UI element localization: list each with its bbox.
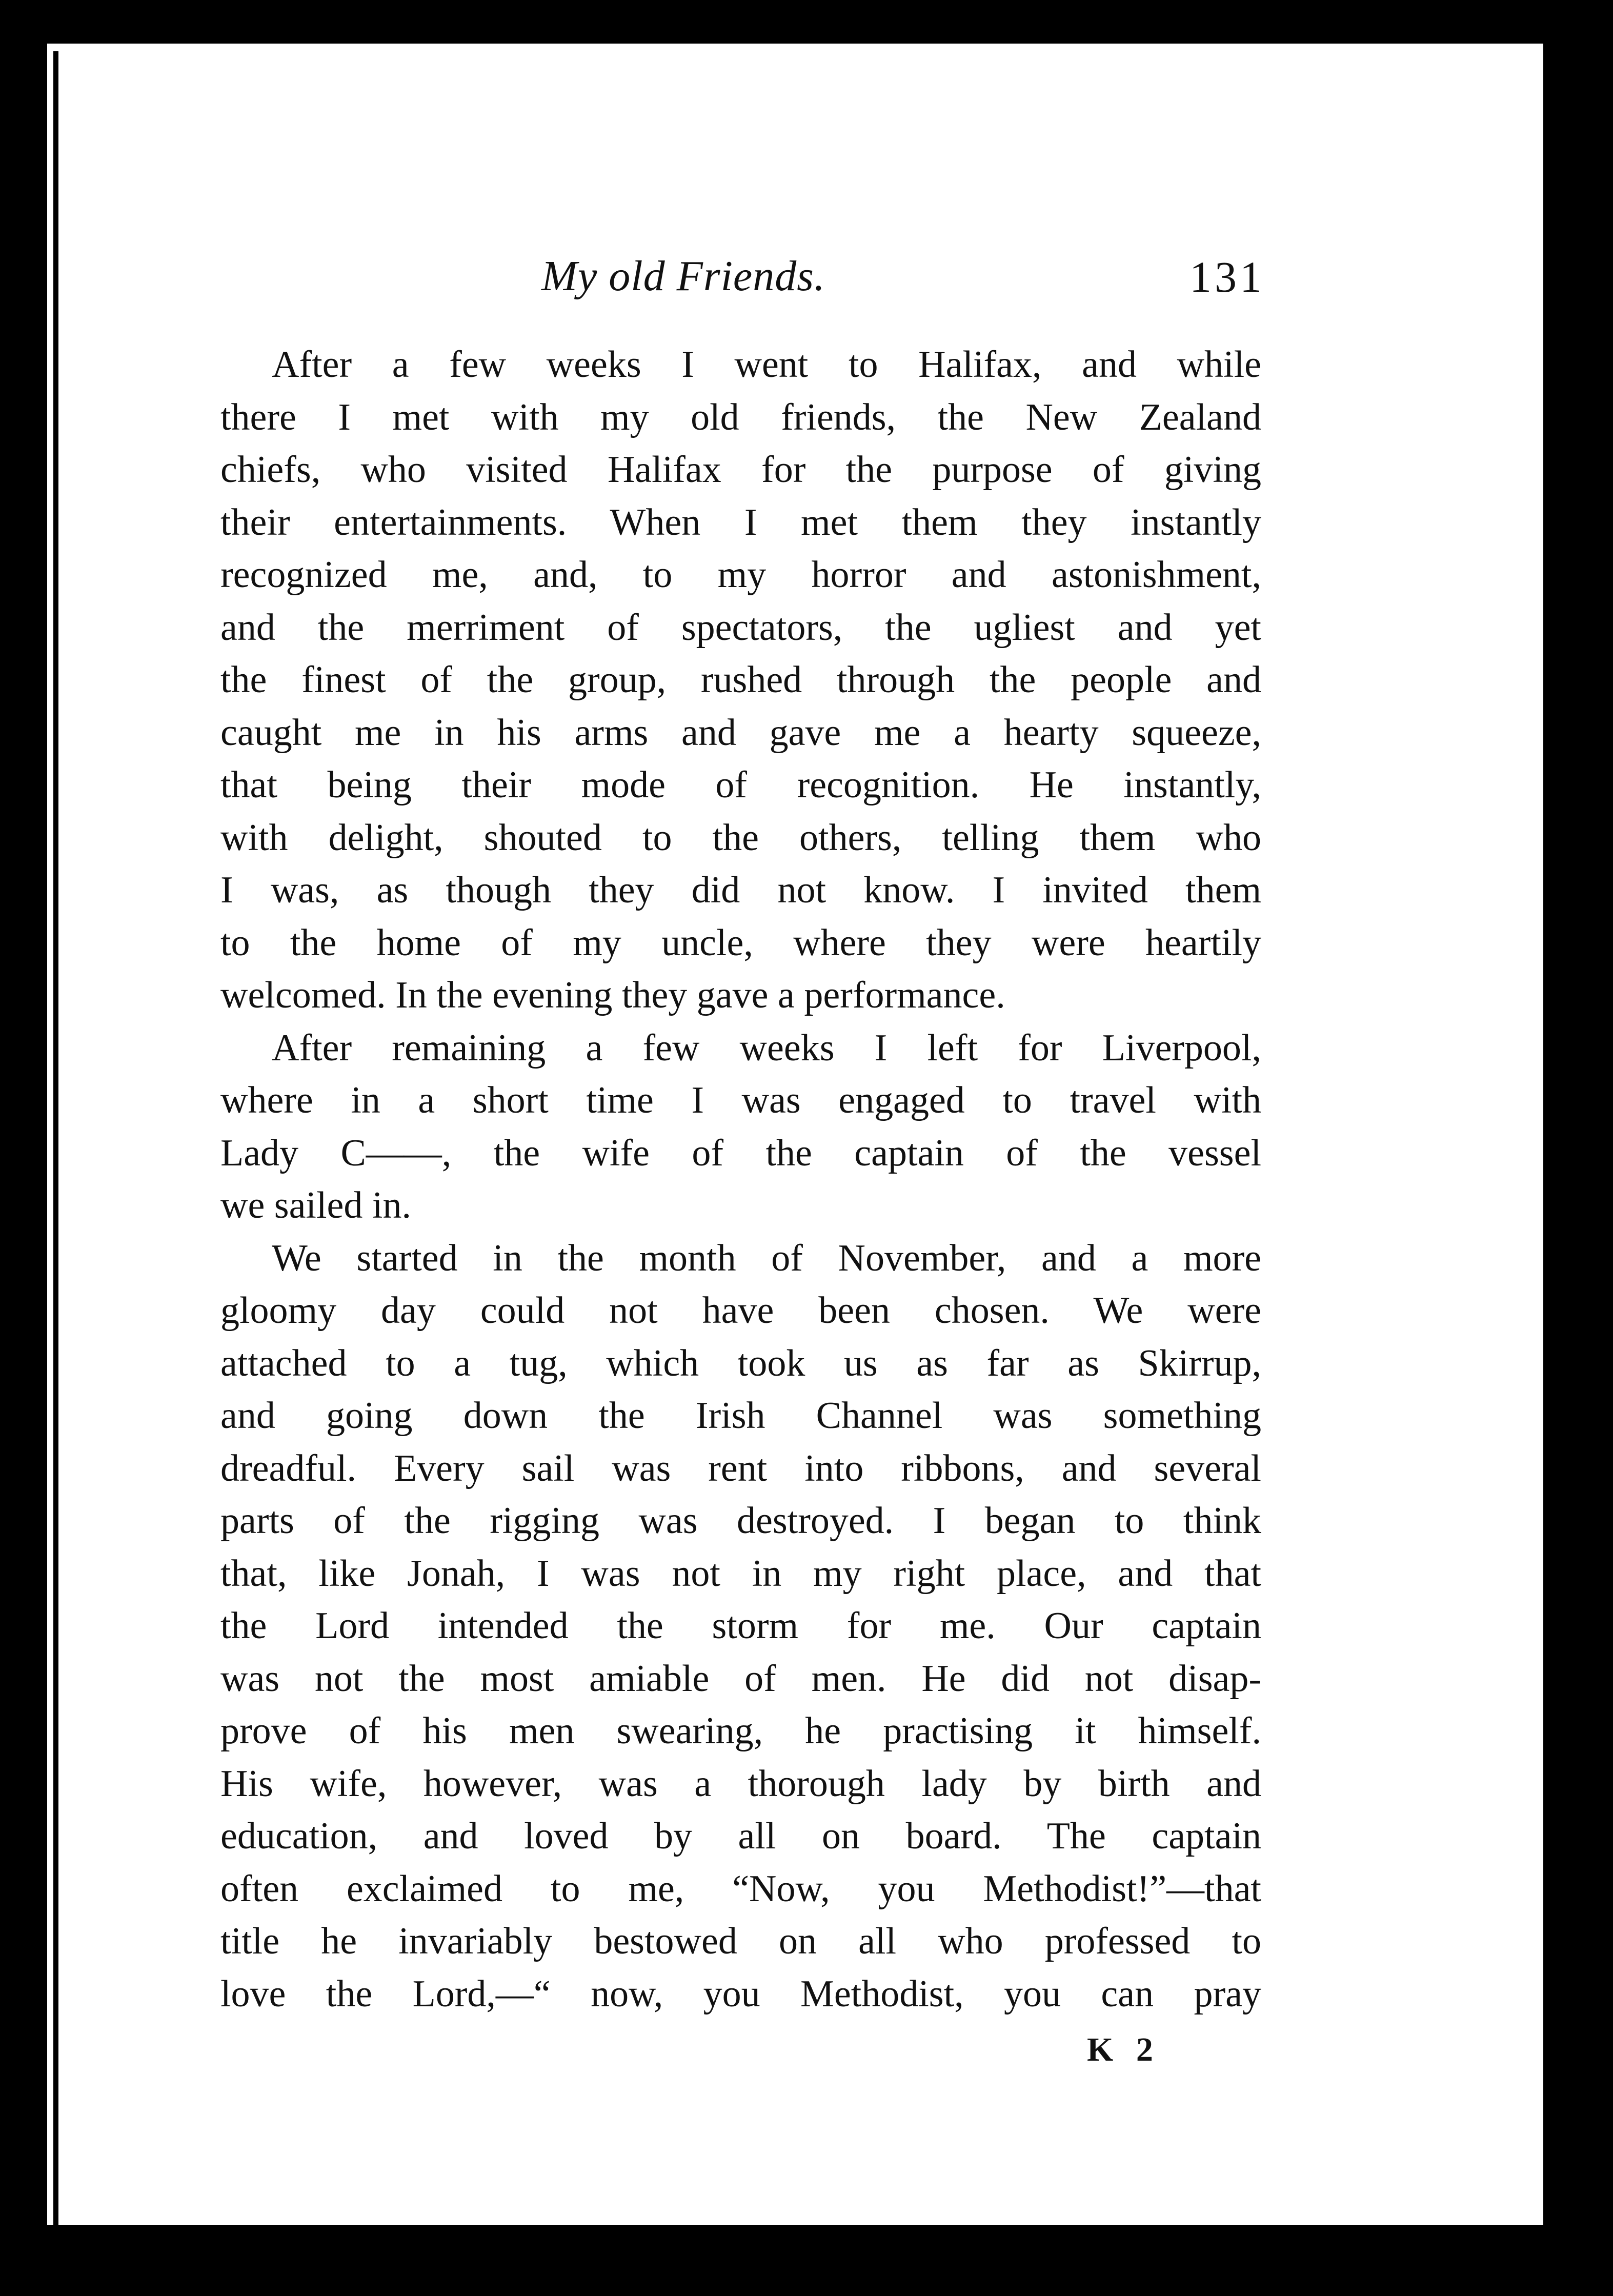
signature-mark: K 2	[1087, 2031, 1160, 2068]
text-line: parts of the rigging was destroyed. I began to think	[220, 1500, 1261, 1542]
running-title: My old Friends.	[541, 252, 825, 300]
text-line: that being their mode of recognition. He instantly,	[220, 764, 1261, 806]
text-line: their entertainments. When I met them they instantly	[220, 501, 1261, 543]
text-line: with delight, shouted to the others, telling them who	[220, 816, 1261, 859]
scan-edge-left	[53, 51, 58, 2230]
text-line: welcomed. In the evening they gave a performance.	[220, 974, 1005, 1016]
text-line: His wife, however, was a thorough lady by birth and	[220, 1762, 1261, 1805]
text-line: and the merriment of spectators, the ugliest and yet	[220, 606, 1261, 649]
body-text	[220, 338, 1261, 2020]
scan-edge-bottom	[47, 2225, 1543, 2231]
text-line: Lady C——, the wife of the captain of the vessel	[220, 1132, 1261, 1174]
text-line: We started in the month of November, and a more	[272, 1237, 1261, 1279]
text-line: After a few weeks I went to Halifax, and while	[272, 344, 1261, 386]
text-line: education, and loved by all on board. The captain	[220, 1815, 1261, 1857]
text-line: chiefs, who visited Halifax for the purpose of giving	[220, 449, 1261, 491]
text-line: and going down the Irish Channel was something	[220, 1395, 1261, 1437]
text-line: dreadful. Every sail was rent into ribbons, and several	[220, 1447, 1261, 1489]
text-line: often exclaimed to me, “Now, you Methodist!”—that	[220, 1867, 1261, 1910]
running-head	[0, 251, 1613, 308]
text-line: gloomy day could not have been chosen. We were	[220, 1290, 1261, 1332]
text-line: to the home of my uncle, where they were heartily	[220, 921, 1261, 964]
text-line: was not the most amiable of men. He did not disap-	[220, 1657, 1261, 1700]
text-line: attached to a tug, which took us as far as Skirrup,	[220, 1342, 1261, 1384]
text-line: the finest of the group, rushed through the people and	[220, 659, 1261, 701]
text-line: we sailed in.	[220, 1184, 411, 1226]
text-line: the Lord intended the storm for me. Our captain	[220, 1605, 1261, 1647]
text-line: recognized me, and, to my horror and astonishment,	[220, 554, 1261, 596]
text-line: love the Lord,—“ now, you Methodist, you can pray	[220, 1972, 1261, 2015]
text-line: prove of his men swearing, he practising it himself.	[220, 1710, 1261, 1752]
text-line: After remaining a few weeks I left for Liverpool,	[272, 1026, 1261, 1069]
text-line: that, like Jonah, I was not in my right place, and that	[220, 1552, 1261, 1595]
page-number: 131	[1189, 252, 1265, 301]
text-line: where in a short time I was engaged to travel with	[220, 1079, 1261, 1121]
text-line: there I met with my old friends, the New Zealand	[220, 396, 1261, 438]
text-line: title he invariably bestowed on all who professed to	[220, 1920, 1261, 1962]
text-line: caught me in his arms and gave me a hearty squeeze,	[220, 711, 1261, 754]
text-line: I was, as though they did not know. I invited them	[220, 869, 1261, 911]
